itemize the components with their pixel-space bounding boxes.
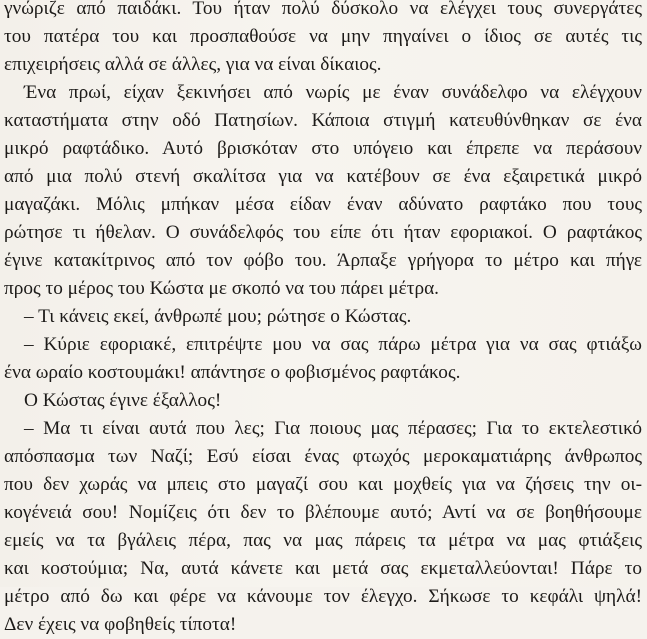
text-line: – Κύριε εφοριακέ, επιτρέψτε μου να σας πάρω μέτρα για να σας φτιάξω	[24, 334, 642, 355]
text-line: γνώριζε από παιδάκι. Του ήταν πολύ δύσκολο να ελέγχει τους συνεργάτες	[4, 0, 642, 19]
text-line: Δεν έχεις να φοβηθείς τίποτα!	[4, 614, 237, 635]
page-text	[4, 0, 642, 639]
text-line: ρώτησε τι ήθελαν. Ο συνάδελφός του είπε ότι ήταν εφοριακοί. Ο ραφτάκος	[4, 222, 642, 243]
text-line: μαγαζάκι. Μόλις μπήκαν μέσα είδαν έναν αδύνατο ραφτάκο που τους	[4, 194, 642, 215]
text-line: κογένειά σου! Νομίζεις ότι δεν το βλέπουμε αυτό; Αντί να σε βοηθήσουμε	[4, 502, 642, 523]
text-line: που δεν χωράς να μπεις στο μαγαζί σου και μοχθείς για να ζήσεις την οι-	[4, 474, 642, 495]
text-line: απόσπασμα των Ναζί; Εσύ είσαι ένας φτωχός μεροκαματιάρης άνθρωπος	[4, 446, 642, 467]
text-line: καταστήματα στην οδό Πατησίων. Κάποια στιγμή κατευθύνθηκαν σε ένα	[4, 110, 642, 131]
text-line: προς το μέρος του Κώστα με σκοπό να του πάρει μέτρα.	[4, 278, 439, 299]
text-line: ένα ωραίο κοστουμάκι! απάντησε ο φοβισμένος ραφτάκος.	[4, 362, 461, 383]
text-line: από μια πολύ στενή σκαλίτσα για να κατέβουν σε ένα εξαιρετικά μικρό	[4, 166, 642, 187]
text-line: – Τι κάνεις εκεί, άνθρωπέ μου; ρώτησε ο Κώστας.	[24, 306, 412, 327]
text-line: και κοστούμια; Να, αυτά κάνετε και μετά σας εκμεταλλεύονται! Πάρε το	[4, 558, 642, 579]
text-line: του πατέρα του και προσπαθούσε να μην πηγαίνει ο ίδιος σε αυτές τις	[4, 26, 642, 47]
text-line: μικρό ραφτάδικο. Αυτό βρισκόταν στο υπόγειο και έπρεπε να περάσουν	[4, 138, 642, 159]
text-line: επιχειρήσεις αλλά σε άλλες, για να είναι δίκαιος.	[4, 54, 382, 75]
text-line: – Μα τι είναι αυτά που λες; Για ποιους μας πέρασες; Για το εκτελεστικό	[24, 418, 642, 439]
text-line: εμείς να τα βγάλεις πέρα, πας να μας πάρεις τα μέτρα να μας φτιάξεις	[4, 530, 642, 551]
text-line: Ο Κώστας έγινε έξαλλος!	[24, 390, 222, 411]
text-line: μέτρο από δω και φέρε να κάνουμε τον έλεγχο. Σήκωσε το κεφάλι ψηλά!	[4, 586, 642, 607]
text-line: Ένα πρωί, είχαν ξεκινήσει από νωρίς με έναν συνάδελφο να ελέγχουν	[24, 82, 642, 103]
text-line: έγινε κατακίτρινος από τον φόβο του. Άρπαξε γρήγορα το μέτρο και πήγε	[4, 250, 642, 271]
